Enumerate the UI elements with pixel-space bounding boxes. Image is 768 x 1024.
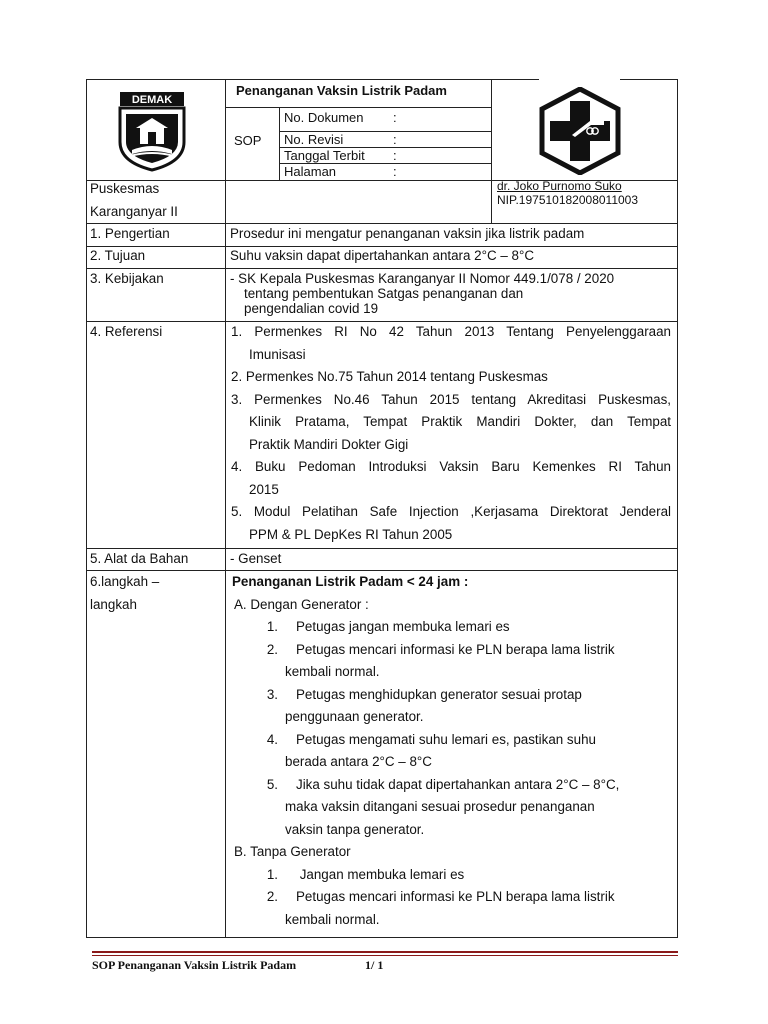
footer-page-number: 1/ 1 [365, 958, 384, 972]
field-tanggal-terbit-sep: : [393, 148, 397, 163]
field-no-revisi-label: No. Revisi [284, 132, 344, 147]
item-text-cont: vaksin tanpa generator. [285, 821, 425, 837]
section-b-title: B. Tanpa Generator [234, 844, 351, 859]
item-text: Jangan membuka lemari es [296, 866, 465, 882]
item-text-cont: berada antara 2°C – 8°C [285, 754, 432, 769]
list-item [232, 729, 672, 752]
item-text: Petugas mengamati suhu lemari es, pastikan suhu [296, 731, 596, 747]
field-halaman-label: Halaman [284, 164, 337, 179]
list-item: 2. Permenkes No.75 Tahun 2014 tentang Puskesmas [231, 369, 548, 384]
list-item [232, 639, 672, 662]
demak-logo [112, 90, 192, 172]
item-number: 3. [266, 686, 278, 702]
item-text: Petugas menghidupkan generator sesuai protap [296, 686, 582, 702]
logo-text: DEMAK [131, 94, 173, 106]
item-text-cont: penggunaan generator. [285, 709, 424, 724]
kebijakan-line: tentang pembentukan Satgas penanganan dan [244, 286, 524, 301]
signer-nip: NIP.197510182008011003 [497, 193, 639, 207]
item-number: 2. [266, 889, 278, 904]
list-item: 3. Permenkes No.46 Tahun 2015 tentang Akreditasi Puskesmas, [231, 391, 671, 407]
row-tujuan-label: 2. Tujuan [90, 248, 146, 263]
row-pengertian-label: 1. Pengertian [90, 226, 170, 241]
list-item: 4. Buku Pedoman Introduksi Vaksin Baru Kemenkes RI Tahun [231, 459, 671, 474]
row-langkah-label2: langkah [90, 597, 137, 612]
row-kebijakan-label: 3. Kebijakan [90, 271, 164, 286]
item-number: 2. [266, 641, 278, 657]
item-text: Jika suhu tidak dapat dipertahankan antara 2°C – 8°C, [296, 776, 620, 792]
item-text: Petugas mencari informasi ke PLN berapa lama listrik [296, 889, 615, 904]
list-item-cont: Imunisasi [249, 346, 306, 362]
langkah-content [232, 571, 672, 931]
field-no-revisi-sep: : [393, 132, 397, 147]
document-title: Penanganan Vaksin Listrik Padam [236, 83, 447, 98]
item-number: 1. [266, 866, 278, 882]
list-item [232, 684, 672, 707]
kebijakan-line: pengendalian covid 19 [244, 301, 379, 316]
row-kebijakan-text [230, 271, 614, 316]
row-referensi-label: 4. Referensi [90, 324, 163, 339]
list-item [232, 616, 672, 639]
list-item: 5. Modul Pelatihan Safe Injection ,Kerjasama Direktorat Jenderal [231, 504, 671, 519]
item-number: 1. [266, 619, 278, 634]
field-no-dokumen-sep: : [393, 110, 397, 125]
list-item-cont: Klinik Pratama, Tempat Praktik Mandiri Dokter, dan Tempat [249, 414, 671, 429]
kebijakan-line: - SK Kepala Puskesmas Karanganyar II Nomor 449.1/078 / 2020 [230, 271, 615, 286]
item-number: 5. [266, 776, 278, 792]
item-text: Petugas mencari informasi ke PLN berapa lama listrik [296, 641, 615, 657]
field-halaman-sep: : [393, 164, 397, 179]
langkah-heading: Penanganan Listrik Padam < 24 jam : [232, 574, 469, 589]
list-item-cont: 2015 [249, 481, 279, 497]
item-text-cont: maka vaksin ditangani sesuai prosedur penanganan [285, 799, 595, 814]
list-item: 1. Permenkes RI No 42 Tahun 2013 Tentang Penyelenggaraan [231, 324, 671, 339]
item-text-cont: kembali normal. [285, 664, 380, 679]
list-item [232, 774, 672, 797]
list-item [232, 886, 672, 909]
row-pengertian-text: Prosedur ini mengatur penanganan vaksin jika listrik padam [230, 226, 585, 241]
list-item [232, 864, 672, 887]
org-name-line2: Karanganyar II [90, 204, 178, 219]
signer-name: dr. Joko Purnomo Suko [497, 179, 622, 193]
org-name-line1: Puskesmas [90, 181, 160, 196]
field-tanggal-terbit-label: Tanggal Terbit [284, 148, 365, 163]
footer-text: SOP Penanganan Vaksin Listrik Padam [92, 958, 297, 972]
row-langkah-label1: 6.langkah – [90, 574, 160, 589]
field-no-dokumen-label: No. Dokumen [284, 110, 364, 125]
item-text-cont: kembali normal. [285, 911, 380, 927]
health-cross-logo [538, 87, 622, 175]
section-a-title: A. Dengan Generator : [234, 596, 369, 612]
list-item-cont: Praktik Mandiri Dokter Gigi [249, 436, 409, 452]
item-text: Petugas jangan membuka lemari es [296, 619, 510, 634]
sop-label: SOP [234, 133, 262, 148]
row-tujuan-text: Suhu vaksin dapat dipertahankan antara 2°C – 8°C [230, 248, 535, 263]
row-alat-label: 5. Alat da Bahan [90, 551, 189, 566]
referensi-list [231, 321, 671, 546]
list-item-cont: PPM & PL DepKes RI Tahun 2005 [249, 526, 453, 542]
item-number: 4. [266, 731, 278, 747]
row-alat-text: - Genset [230, 551, 282, 566]
